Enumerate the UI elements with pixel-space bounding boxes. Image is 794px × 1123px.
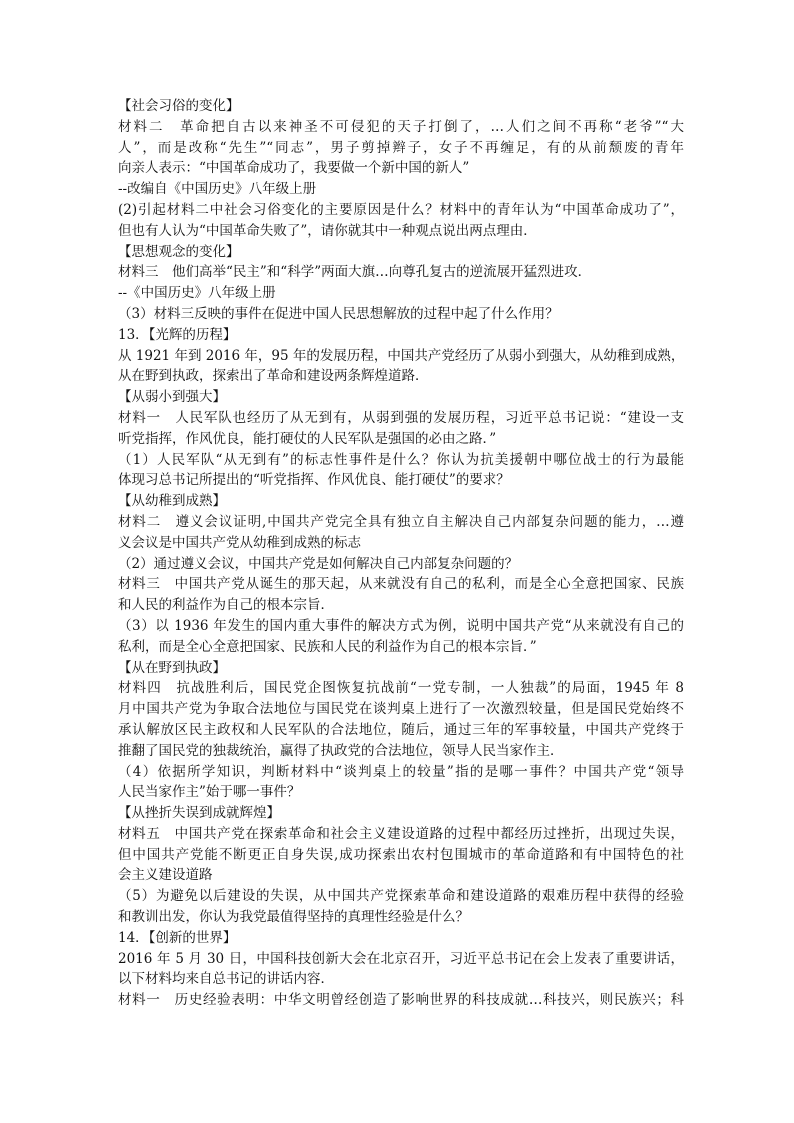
- text-line: 14．【创新的世界】: [118, 929, 237, 946]
- text-line: 从 1921 年到 2016 年，95 年的发展历程，中国共产党经历了从弱小到强大，从幼稚到成熟，: [118, 347, 684, 364]
- text-line: 【社会习俗的变化】: [118, 98, 240, 114]
- text-line: 材料一 人民军队也经历了从无到有，从弱到强的发展历程，习近平总书记说：“建设一支: [118, 409, 684, 426]
- text-line: 义会议是中国共产党从幼稚到成熟的标志: [118, 534, 361, 551]
- text-line: 但也有人认为“中国革命失败了”，请你就其中一种观点说出两点理由．: [118, 222, 537, 239]
- text-line: --《中国历史》八年级上册: [118, 285, 276, 302]
- text-line: （1）人民军队“从无到有”的标志性事件是什么？你认为抗美援朝中哪位战士的行为最能: [118, 451, 684, 468]
- text-line: （3）材料三反映的事件在促进中国人民思想解放的过程中起了什么作用？: [118, 305, 559, 322]
- text-line: 【从弱小到强大】: [118, 389, 226, 406]
- text-line: 材料一 历史经验表明：中华文明曾经创造了影响世界的科技成就…科技兴，则民族兴；科: [118, 992, 684, 1009]
- text-line: 和教训出发，你认为我党最值得坚持的真理性经验是什么？: [118, 909, 469, 926]
- text-line: 材料三 他们高举“民主”和“科学”两面大旗…向尊孔复古的逆流展开猛烈进攻．: [118, 264, 592, 281]
- text-line: （3）以 1936 年发生的国内重大事件的解决方式为例，说明中国共产党“从来就没有自己的: [118, 617, 684, 634]
- text-line: 私利，而是全心全意把国家、民族和人民的利益作为自己的根本宗旨．”: [118, 638, 537, 655]
- text-line: 听党指挥，作风优良，能打硬仗的人民军队是强国的必由之路．”: [118, 430, 497, 447]
- text-line: 【思想观念的变化】: [118, 243, 240, 260]
- text-line: 13．【光辉的历程】: [118, 326, 237, 343]
- text-line: 材料二 遵义会议证明,中国共产党完全具有独立自主解决自己内部复杂问题的能力，…遵: [118, 513, 684, 530]
- document-page: [118, 96, 684, 1011]
- text-line: 人民当家作主”始于哪一事件？: [118, 784, 301, 801]
- text-line: 人”，而是改称“先生”“同志”，男子剪掉辫子，女子不再缠足，有的从前颓废的青年: [118, 139, 684, 156]
- text-line: 会主义建设道路: [118, 867, 213, 884]
- text-line: 材料五 中国共产党在探索革命和社会主义建设道路的过程中都经历过挫折，出现过失误，: [118, 825, 684, 842]
- text-line: 推翻了国民党的独裁统治，赢得了执政党的合法地位，领导人民当家作主．: [118, 742, 564, 759]
- text-line: 向亲人表示：“中国革命成功了，我要做一个新中国的新人”: [118, 160, 470, 177]
- text-line: 材料三 中国共产党从诞生的那天起，从来就没有自己的私利，而是全心全意把国家、民族: [118, 576, 684, 593]
- text-line: 【从在野到执政】: [118, 659, 226, 676]
- text-line: 和人民的利益作为自己的根本宗旨．: [118, 597, 334, 614]
- text-line: 但中国共产党能不断更正自身失误,成功探索出农村包围城市的革命道路和有中国特色的社: [118, 846, 684, 863]
- text-line: （4）依据所学知识，判断材料中“谈判桌上的较量”指的是哪一事件？中国共产党“领导: [118, 763, 684, 780]
- text-line: 从在野到执政，探索出了革命和建设两条辉煌道路．: [118, 368, 429, 385]
- text-line: 承认解放区民主政权和人民军队的合法地位，随后，通过三年的军事较量，中国共产党终于: [118, 721, 684, 738]
- text-line: 2016 年 5 月 30 日，中国科技创新大会在北京召开，习近平总书记在会上发表了重要讲话，: [118, 950, 684, 967]
- text-line: 【从幼稚到成熟】: [118, 493, 226, 510]
- text-line: 【从挫折失误到成就辉煌】: [118, 805, 280, 822]
- text-line: （2）通过遵义会议，中国共产党是如何解决自己内部复杂问题的？: [118, 555, 519, 572]
- text-line: 体现习总书记所提出的“听党指挥、作风优良、能打硬仗”的要求？: [118, 472, 510, 489]
- text-line: （5）为避免以后建设的失误，从中国共产党探索革命和建设道路的艰难历程中获得的经验: [118, 888, 684, 905]
- text-line: (2)引起材料二中社会习俗变化的主要原因是什么？材料中的青年认为“中国革命成功了”，: [118, 201, 684, 218]
- text-line: 材料二 革命把自古以来神圣不可侵犯的天子打倒了，…人们之间不再称“老爷”“大: [118, 118, 684, 135]
- text-line: 材料四 抗战胜利后，国民党企图恢复抗战前“一党专制，一人独裁”的局面，1945 年 8: [118, 680, 684, 697]
- text-line: 月中国共产党为争取合法地位与国民党在谈判桌上进行了一次激烈较量，但是国民党始终不: [118, 701, 684, 718]
- text-line: 以下材料均来自总书记的讲话内容．: [118, 971, 334, 988]
- text-line: --改编自《中国历史》八年级上册: [118, 181, 317, 198]
